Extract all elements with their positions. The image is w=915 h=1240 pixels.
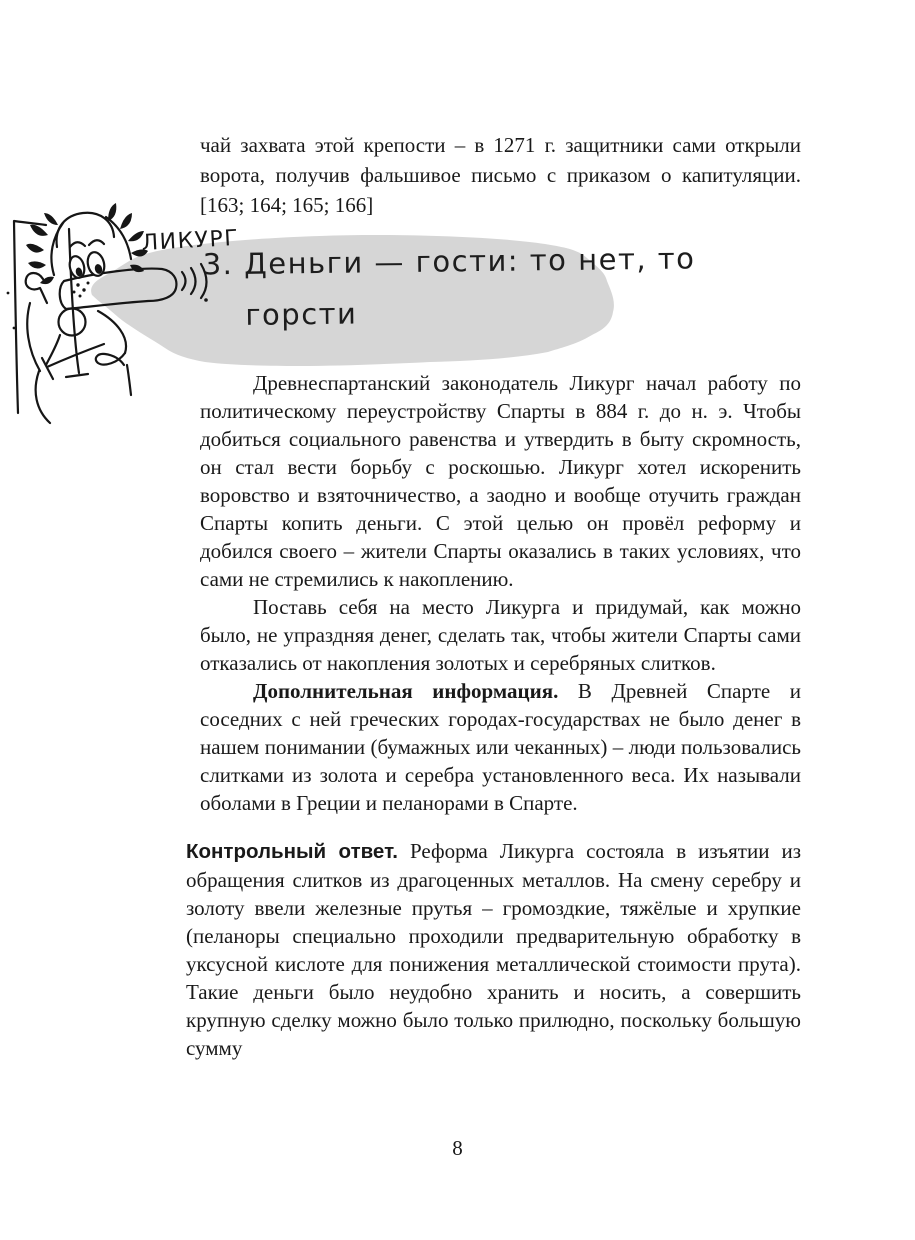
answer-paragraph xyxy=(186,837,801,1062)
answer-text: Реформа Ликурга состояла в изъятии из обращения слитков из драгоценных металлов. На смену серебру и золоту ввели железные прутья – громоздкие, тяжёлые и хрупкие (пеланоры специально проходили предварительную обработку в уксусной кислоте для понижения металлической стоимости прута). Такие деньги было неудобно хранить и носить, а совершить крупную сделку можно было только прилюдно, поскольку большую сумму xyxy=(186,839,801,1060)
lycurgus-label: ЛИКУРГ xyxy=(141,225,240,256)
info-lead: Дополнительная информация. xyxy=(253,679,559,703)
section-heading xyxy=(203,241,764,333)
page-number: 8 xyxy=(452,1136,463,1160)
info-paragraph xyxy=(200,677,801,817)
continuation-paragraph: чай захвата этой крепости – в 1271 г. защитники сами открыли ворота, получив фальшивое письмо с приказом о капитуляции. [163; 164; 165; 166] xyxy=(200,133,801,217)
body-text xyxy=(186,369,801,1062)
wall-edge xyxy=(69,229,79,373)
body-paragraph-1: Древнеспартанский законодатель Ликург начал работу по политическому переустройству Спарты в 884 г. до н. э. Чтобы добиться социального равенства и утвердить в быту скромность, он стал вести борьбу с роскошью. Ликург хотел искоренить воровство и взяточничество, а заодно и вообще отучить граждан Спарты копить деньги. С этой целью он провёл реформу и добился своего – жители Спарты оказались в таких условиях, что сами не стремились к накоплению. xyxy=(200,371,801,591)
heading-line-2: горсти xyxy=(245,296,358,332)
ear xyxy=(26,273,47,303)
body-paragraph-2: Поставь себя на место Ликурга и придумай, как можно было, не упраздняя денег, сделать так, чтобы жители Спарты сами отказались от накопления золотых и серебряных слитков. xyxy=(200,595,801,675)
heading-line-1: 3. Деньги — гости: то нет, то xyxy=(202,241,696,282)
info-text: В Древней Спарте и соседних с ней греческих городах-государствах не было денег в нашем понимании (бумажных или чеканных) – люди пользовались слитками из золота и серебра установленного веса. Их называли оболами в Греции и пеланорами в Спарте. xyxy=(200,679,801,815)
answer-lead: Контрольный ответ. xyxy=(186,840,399,863)
